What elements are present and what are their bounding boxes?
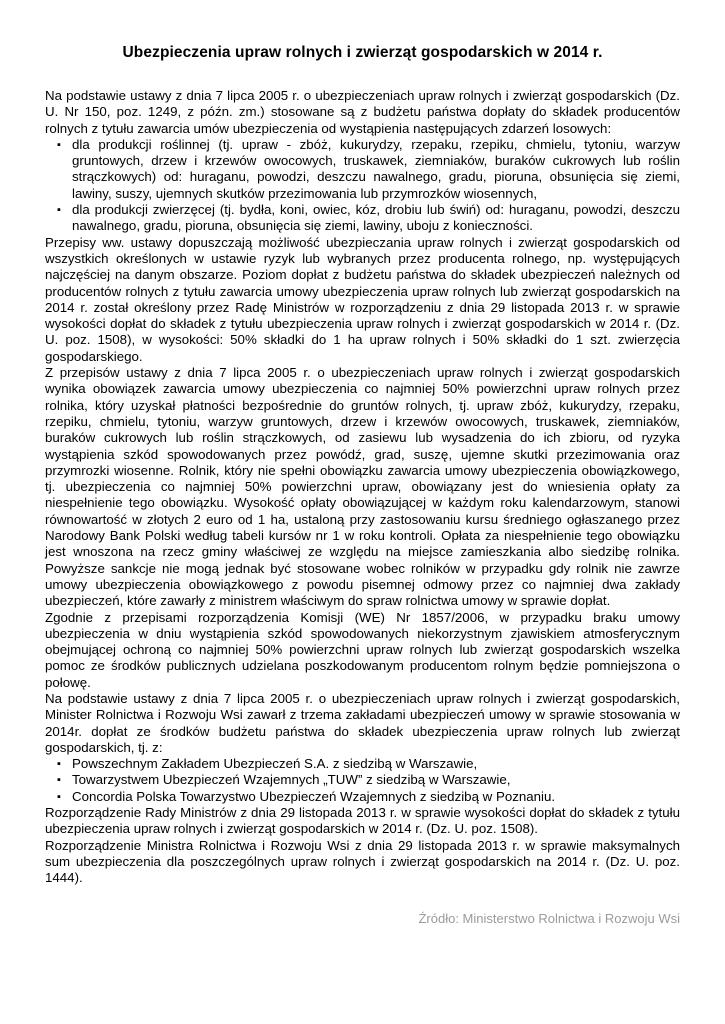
- paragraph-provisions: Przepisy ww. ustawy dopuszczają możliwość ubezpieczania upraw rolnych i zwierząt gospodarskich od wszystkich określonych w ustawie ryzyk lub wybranych przez producenta rolnego, np. występujących najczęściej na danym obszarze. Poziom dopłat z budżetu państwa do składek ubezpieczeń należnych od producentów rolnych z tytułu zawarcia umowy ubezpieczenia upraw rolnych lub zwierząt gospodarskich na 2014 r. został określony przez Radę Ministrów w rozporządzeniu z dnia 29 listopada 2013 r. w sprawie wysokości dopłat do składek z tytułu ubezpieczenia upraw rolnych i zwierząt gospodarskich w 2014 r. (Dz. U. poz. 1508), w wysokości: 50% składki do 1 ha upraw rolnych i 50% składki do 1 szt. zwierzęcia gospodarskiego.: [45, 234, 680, 364]
- bullet-text: Towarzystwem Ubezpieczeń Wzajemnych „TUW” z siedzibą w Warszawie,: [72, 772, 511, 788]
- paragraph-eu-regulation: Zgodnie z przepisami rozporządzenia Komisji (WE) Nr 1857/2006, w przypadku braku umowy ubezpieczenia w dniu wystąpienia szkód spowodowanych niekorzystnym zjawiskiem atmosferycznym obejmującej ochroną co najmniej 50% powierzchni upraw rolnych lub zwierząt gospodarskich wszelka pomoc ze środków publicznych udzielana poszkodowanym producentom rolnym będzie pomniejszona o połowę.: [45, 609, 680, 690]
- insurer-bullet-list: [45, 756, 680, 805]
- paragraph-regulation-council: Rozporządzenie Rady Ministrów z dnia 29 listopada 2013 r. w sprawie wysokości dopłat do składek z tytułu ubezpieczenia upraw rolnych i zwierząt gospodarskich w 2014 r. (Dz. U. poz. 1508).: [45, 805, 680, 837]
- risk-bullet-list: [45, 137, 680, 235]
- bullet-marker-icon: ▪: [57, 774, 61, 787]
- bullet-item: [45, 137, 680, 202]
- document-title: Ubezpieczenia upraw rolnych i zwierząt gospodarskich w 2014 r.: [122, 44, 603, 61]
- bullet-text: dla produkcji roślinnej (tj. upraw - zbóż, kukurydzy, rzepaku, rzepiku, chmielu, tytoniu, warzyw gruntowych, drzew i krzewów owocowych, truskawek, ziemniaków, buraków cukrowych lub roślin strączkowych) od: huraganu, powodzi, deszczu nawalnego, gradu, pioruna, obsunięcia się ziemi, lawiny, suszy, ujemnych skutków przezimowania lub przymrozków wiosennych,: [72, 136, 680, 201]
- paragraph-obligation: Z przepisów ustawy z dnia 7 lipca 2005 r. o ubezpieczeniach upraw rolnych i zwierząt gospodarskich wynika obowiązek zawarcia umowy ubezpieczenia co najmniej 50% powierzchni upraw rolnych przez rolnika, który uzyskał płatności bezpośrednie do gruntów rolnych, tj. upraw zbóż, kukurydzy, rzepaku, rzepiku, chmielu, tytoniu, warzyw gruntowych, drzew i krzewów owocowych, truskawek, ziemniaków, buraków cukrowych lub roślin strączkowych, od zasiewu lub wysadzenia do ich zbioru, od ryzyka wystąpienia szkód spowodowanych przez powódź, grad, suszę, ujemne skutki przezimowania oraz przymrozki wiosenne. Rolnik, który nie spełni obowiązku zawarcia umowy ubezpieczenia obowiązkowego, tj. ubezpieczenia co najmniej 50% powierzchni upraw, obowiązany jest do wniesienia opłaty za niespełnienie tego obowiązku. Wysokość opłaty obowiązującej w każdym roku kalendarzowym, stanowi równowartość w złotych 2 euro od 1 ha, ustaloną przy zastosowaniu kursu średniego ogłaszanego przez Narodowy Bank Polski według tabeli kursów nr 1 w roku kontroli. Opłata za niespełnienie tego obowiązku jest wnoszona na rzecz gminy właściwej ze względu na miejsce zamieszkania albo siedzibę rolnika. Powyższe sankcje nie mogą jednak być stosowane wobec rolników w przypadku gdy rolnik nie zawrze umowy ubezpieczenia obowiązkowego z powodu pisemnej odmowy przez co najmniej dwa zakłady ubezpieczeń, które zawarły z ministrem właściwym do spraw rolnictwa umowy w sprawie dopłat.: [45, 365, 680, 609]
- paragraph-agreements: Na podstawie ustawy z dnia 7 lipca 2005 r. o ubezpieczeniach upraw rolnych i zwierząt gospodarskich, Minister Rolnictwa i Rozwoju Wsi zawarł z trzema zakładami ubezpieczeń umowy w sprawie stosowania w 2014r. dopłat ze środków budżetu państwa do składek ubezpieczenia upraw rolnych lub zwierząt gospodarskich, tj. z:: [45, 690, 680, 755]
- bullet-marker-icon: ▪: [57, 758, 61, 771]
- bullet-item: [45, 772, 680, 788]
- bullet-item: [45, 756, 680, 772]
- bullet-marker-icon: ▪: [57, 138, 61, 151]
- paragraph-intro: Na podstawie ustawy z dnia 7 lipca 2005 r. o ubezpieczeniach upraw rolnych i zwierząt gospodarskich (Dz. U. Nr 150, poz. 1249, z późn. zm.) stosowane są z budżetu państwa dopłaty do składek producentów rolnych z tytułu zawarcia umów ubezpieczenia od wystąpienia następujących zdarzeń losowych:: [45, 88, 680, 136]
- bullet-text: Concordia Polska Towarzystwo Ubezpieczeń Wzajemnych z siedzibą w Poznaniu.: [72, 788, 556, 804]
- bullet-text: dla produkcji zwierzęcej (tj. bydła, koni, owiec, kóz, drobiu lub świń) od: huraganu, powodzi, deszczu nawalnego, gradu, pioruna, obsunięcia się ziemi, lawiny, uboju z konieczności.: [72, 202, 680, 234]
- bullet-marker-icon: ▪: [57, 204, 61, 217]
- document-body: [45, 88, 680, 887]
- paragraph-regulation-minister: Rozporządzenie Ministra Rolnictwa i Rozwoju Wsi z dnia 29 listopada 2013 r. w sprawie maksymalnych sum ubezpieczenia dla poszczególnych upraw rolnych i zwierząt gospodarskich na 2014 r. (Dz. U. poz. 1444).: [45, 837, 680, 886]
- bullet-item: [45, 789, 680, 805]
- bullet-item: [45, 202, 680, 235]
- bullet-text: Powszechnym Zakładem Ubezpieczeń S.A. z siedzibą w Warszawie,: [72, 756, 478, 772]
- bullet-marker-icon: ▪: [57, 790, 61, 803]
- source-note: Źródło: Ministerstwo Rolnictwa i Rozwoju Wsi: [418, 910, 680, 926]
